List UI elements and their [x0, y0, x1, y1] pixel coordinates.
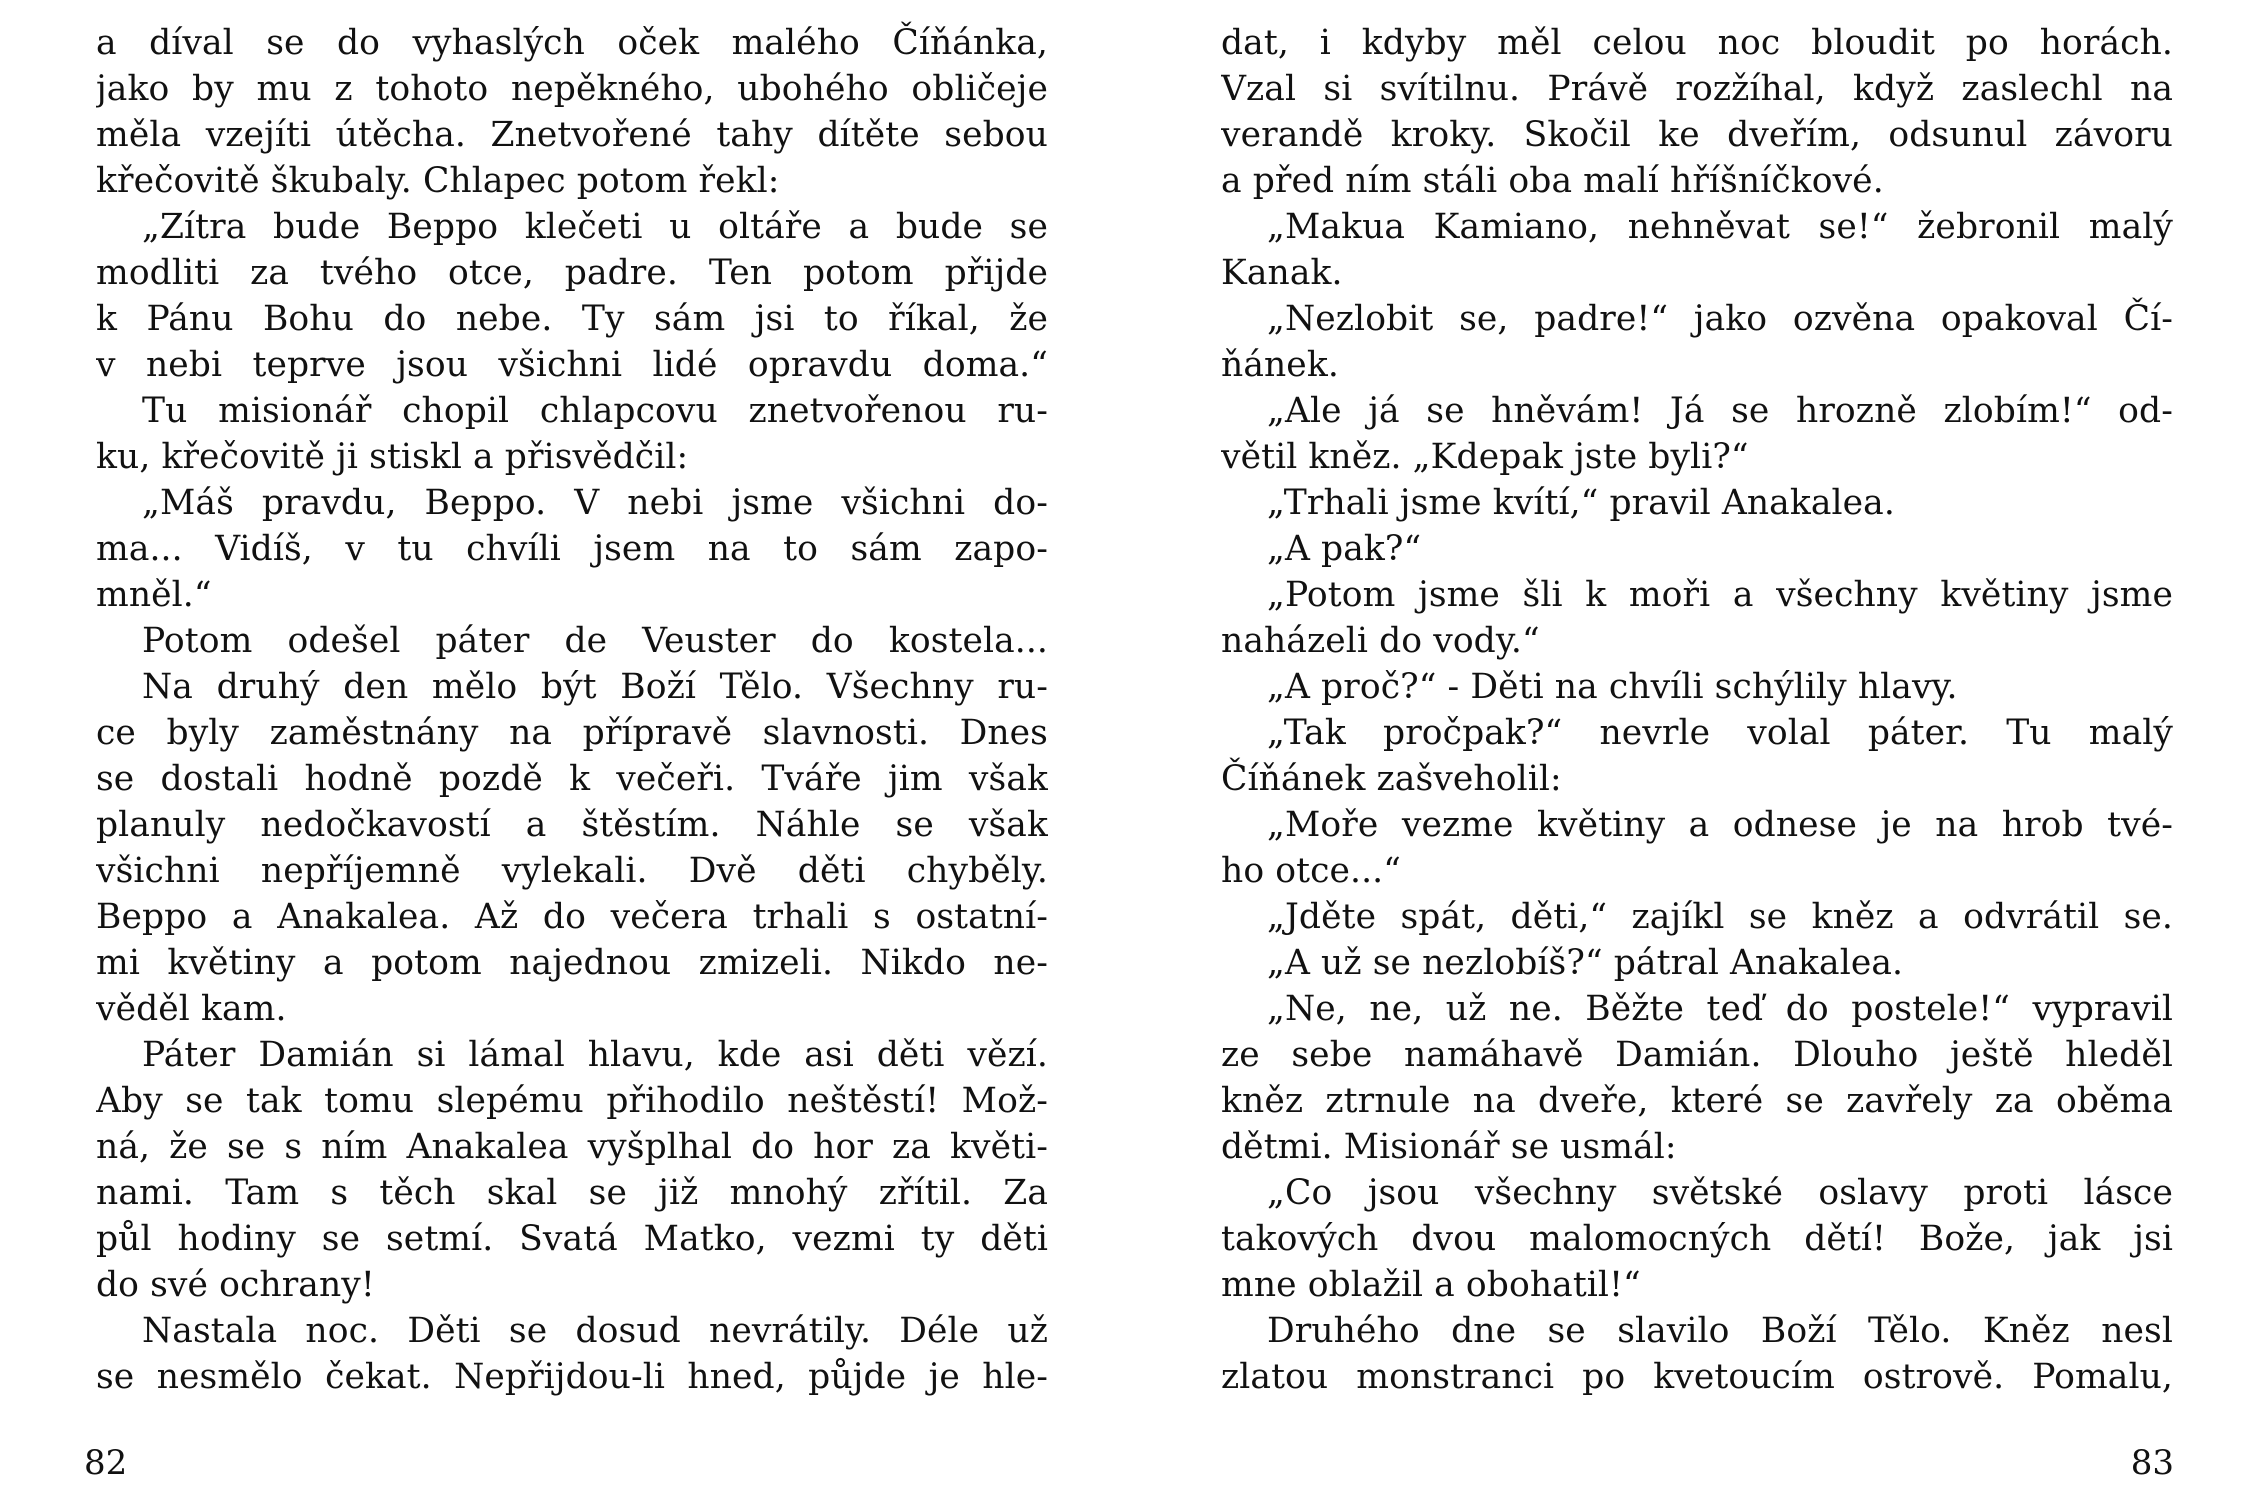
- text-line: „Ale já se hněvám! Já se hrozně zlobím!“ od-: [1267, 391, 2173, 431]
- left-page-text: [96, 20, 1048, 1400]
- text-line: „Potom jsme šli k moři a všechny květiny jsme: [1267, 575, 2173, 615]
- text-line: Na druhý den mělo být Boží Tělo. Všechny ru-: [142, 667, 1048, 707]
- text-line: „Jděte spát, děti,“ zajíkl se kněz a odvrátil se.: [1267, 897, 2173, 937]
- text-line: „Co jsou všechny světské oslavy proti lásce: [1267, 1173, 2173, 1213]
- text-line: do své ochrany!: [96, 1265, 375, 1305]
- text-line: mněl.“: [96, 575, 212, 615]
- text-line: mi květiny a potom najednou zmizeli. Nikdo ne-: [96, 943, 1048, 983]
- text-line: „Trhali jsme kvítí,“ pravil Anakalea.: [1267, 483, 1895, 523]
- text-line: modliti za tvého otce, padre. Ten potom přijde: [96, 253, 1048, 293]
- text-line: „Máš pravdu, Beppo. V nebi jsme všichni do-: [142, 483, 1048, 523]
- text-line: půl hodiny se setmí. Svatá Matko, vezmi ty děti: [96, 1219, 1048, 1259]
- text-line: ce byly zaměstnány na přípravě slavnosti. Dnes: [96, 713, 1048, 753]
- text-line: dat, i kdyby měl celou noc bloudit po horách.: [1221, 23, 2173, 63]
- text-line: „A už se nezlobíš?“ pátral Anakalea.: [1267, 943, 1904, 983]
- text-line: všichni nepříjemně vylekali. Dvě děti chyběly.: [96, 851, 1048, 891]
- text-line: jako by mu z tohoto nepěkného, ubohého obličeje: [96, 69, 1048, 109]
- text-line: ho otce...“: [1221, 851, 1401, 891]
- text-line: větil kněz. „Kdepak jste byli?“: [1221, 437, 1749, 477]
- text-line: „Tak pročpak?“ nevrle volal páter. Tu malý: [1267, 713, 2173, 753]
- text-line: „Makua Kamiano, nehněvat se!“ žebronil malý: [1267, 207, 2173, 247]
- text-line: ňánek.: [1221, 345, 1339, 385]
- text-line: naházeli do vody.“: [1221, 621, 1540, 661]
- text-line: nami. Tam s těch skal se již mnohý zřítil. Za: [96, 1173, 1048, 1213]
- text-line: Nastala noc. Děti se dosud nevrátily. Déle už: [142, 1311, 1048, 1351]
- text-line: se dostali hodně pozdě k večeři. Tváře jim však: [96, 759, 1048, 799]
- text-line: se nesmělo čekat. Nepřijdou-li hned, půjde je hle-: [96, 1357, 1048, 1397]
- text-line: Kanak.: [1221, 253, 1343, 293]
- text-line: zlatou monstranci po kvetoucím ostrově. Pomalu,: [1221, 1357, 2173, 1397]
- text-line: ze sebe namáhavě Damián. Dlouho ještě hleděl: [1221, 1035, 2173, 1075]
- text-line: takových dvou malomocných dětí! Bože, jak jsi: [1221, 1219, 2173, 1259]
- text-line: Páter Damián si lámal hlavu, kde asi děti vězí.: [142, 1035, 1048, 1075]
- text-line: verandě kroky. Skočil ke dveřím, odsunul závoru: [1221, 115, 2173, 155]
- text-line: kněz ztrnule na dveře, které se zavřely za oběma: [1221, 1081, 2173, 1121]
- text-line: měla vzejíti útěcha. Znetvořené tahy dítěte sebou: [96, 115, 1048, 155]
- text-line: Tu misionář chopil chlapcovu znetvořenou ru-: [142, 391, 1048, 431]
- text-line: mne oblažil a obohatil!“: [1221, 1265, 1641, 1305]
- text-line: „Moře vezme květiny a odnese je na hrob tvé-: [1267, 805, 2173, 845]
- text-line: planuly nedočkavostí a štěstím. Náhle se však: [96, 805, 1048, 845]
- text-line: „A pak?“: [1267, 529, 1422, 569]
- text-line: k Pánu Bohu do nebe. Ty sám jsi to říkal, že: [96, 299, 1048, 339]
- text-line: Číňánek zašveholil:: [1221, 759, 1562, 799]
- text-line: Aby se tak tomu slepému přihodilo neštěstí! Mož-: [96, 1081, 1048, 1121]
- right-page-text: [1221, 20, 2173, 1400]
- text-line: věděl kam.: [96, 989, 287, 1029]
- text-line: a díval se do vyhaslých oček malého Číňánka,: [96, 23, 1048, 63]
- text-line: „Nezlobit se, padre!“ jako ozvěna opakoval Čí-: [1267, 299, 2173, 339]
- text-line: v nebi teprve jsou všichni lidé opravdu doma.“: [96, 345, 1048, 385]
- right-page: [1127, 0, 2254, 1500]
- page-number: 82: [84, 1443, 128, 1483]
- text-line: a před ním stáli oba malí hříšníčkové.: [1221, 161, 1884, 201]
- text-line: Vzal si svítilnu. Právě rozžíhal, když zaslechl na: [1221, 69, 2173, 109]
- text-line: Potom odešel páter de Veuster do kostela...: [142, 621, 1048, 661]
- page-number: 83: [2130, 1443, 2174, 1483]
- text-line: ku, křečovitě ji stiskl a přisvědčil:: [96, 437, 689, 477]
- text-line: Druhého dne se slavilo Boží Tělo. Kněz nesl: [1267, 1311, 2173, 1351]
- text-line: „Ne, ne, už ne. Běžte teď do postele!“ vypravil: [1267, 989, 2173, 1029]
- text-line: „A proč?“ - Děti na chvíli schýlily hlavy.: [1267, 667, 1958, 707]
- text-line: ná, že se s ním Anakalea vyšplhal do hor za květi-: [96, 1127, 1048, 1167]
- text-line: křečovitě škubaly. Chlapec potom řekl:: [96, 161, 780, 201]
- text-line: Beppo a Anakalea. Až do večera trhali s ostatní-: [96, 897, 1048, 937]
- text-line: „Zítra bude Beppo klečeti u oltáře a bude se: [142, 207, 1048, 247]
- text-line: dětmi. Misionář se usmál:: [1221, 1127, 1677, 1167]
- text-line: ma... Vidíš, v tu chvíli jsem na to sám zapo-: [96, 529, 1048, 569]
